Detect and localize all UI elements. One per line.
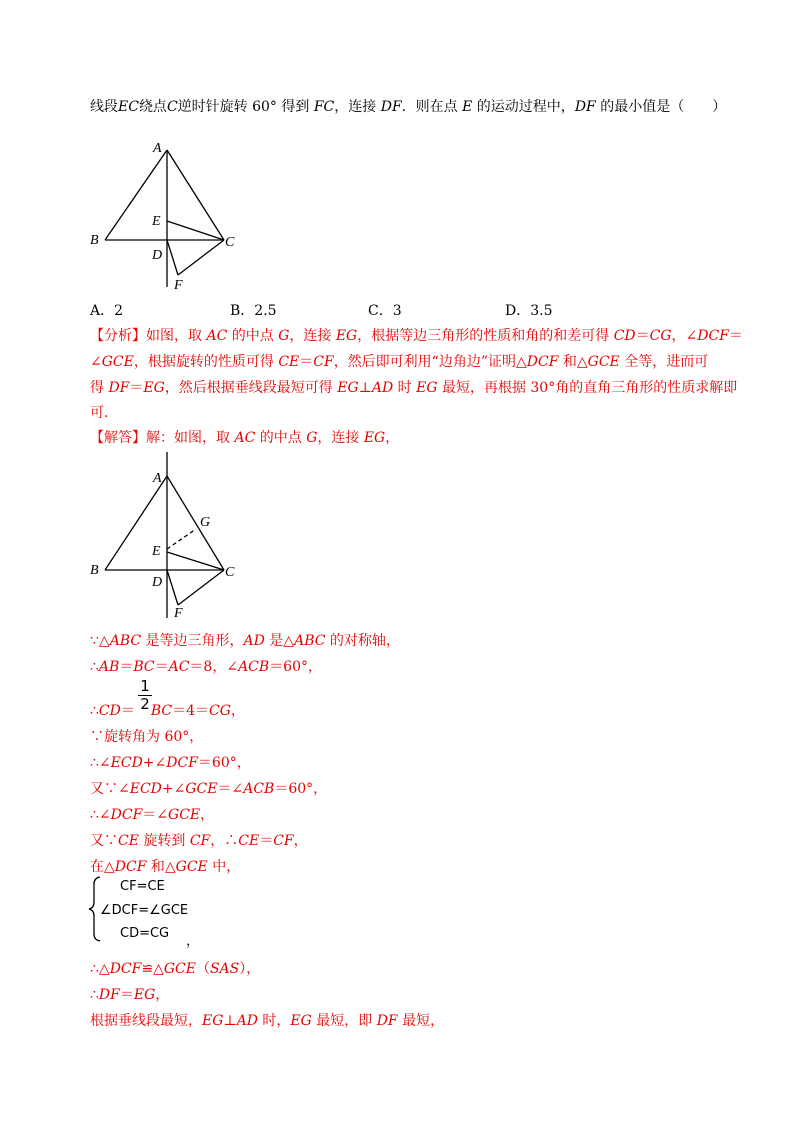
text-segment: ∴∠ [90,807,111,823]
math-variable: DCF [526,354,559,370]
math-variable: ACB [238,659,270,675]
solution-intro [90,427,399,447]
text-segment: 逆时针旋转 60° 得到 [177,99,314,115]
figure-1 [85,135,285,295]
math-variable: EG [335,328,358,344]
text-segment: 和△ [558,354,588,370]
math-variable: CF [313,354,334,370]
text-segment: 解：如图，取 [146,430,235,446]
text-segment: 最短，即 [311,1013,377,1029]
text-segment: ＝∠ [142,807,169,823]
math-variable: DCF [166,755,198,771]
math-variable: DCF [110,807,143,823]
analysis-line-2 [90,351,708,371]
math-variable: AC [168,659,190,675]
label-f: F [174,606,183,620]
math-variable: DCF [109,961,142,977]
math-variable: CE [118,833,139,849]
solution-step-6 [90,804,214,824]
text-segment: ＝ [259,833,274,849]
solution-step-7 [90,830,308,850]
text-segment: 根据垂线段最短， [90,1013,202,1029]
text-segment: 是△ [264,633,295,649]
math-variable: EG [143,380,165,396]
math-variable: E [462,99,473,115]
analysis-line-4 [90,402,118,422]
text-segment: 又∵∠ [90,781,130,797]
label-a: A [153,471,162,486]
math-variable: DF [376,1013,398,1029]
label-a: A [153,141,162,156]
system-eq-2: ∠DCF=∠GCE [100,903,189,918]
math-variable: CD [98,703,121,719]
math-variable: CG [649,328,672,344]
text-segment: 的中点 [255,430,307,446]
math-variable: EC [118,99,139,115]
solution-step-9 [90,958,260,978]
text-segment: ，然后根据垂线段最短可得 [164,380,338,396]
math-variable: CG [209,703,231,719]
text-segment: ∵旋转角为 60°， [90,729,204,745]
text-segment: ∴∠ [90,755,111,771]
text-segment: 的对称轴， [325,633,400,649]
math-variable: AD [236,1013,258,1029]
math-variable: EG [416,380,438,396]
math-variable: C [166,99,178,115]
math-variable: CE [278,354,300,370]
math-variable: BC [133,659,155,675]
system-eq-1: CF=CE [120,879,165,894]
text-segment: （ [195,961,210,977]
fraction-half [137,678,153,713]
label-g: G [200,515,211,530]
math-variable: DCF [697,328,729,344]
label-b: B [90,233,99,248]
text-segment: ∴ [90,987,99,1003]
text-segment: ＝ [154,659,169,675]
system-comma: ， [186,934,200,949]
math-variable: EG [290,1013,312,1029]
text-segment: ，∠ [671,328,698,344]
math-variable: AC [206,328,228,344]
math-variable: GCE [185,781,218,797]
math-variable: SAS [209,961,240,977]
text-segment: ＝ [299,354,314,370]
side-ac [167,476,224,570]
text-segment: 是等边三角形， [141,633,244,649]
text-segment: +∠ [142,755,167,771]
text-segment: ∴△ [90,961,110,977]
text-segment: ＝ [119,987,134,1003]
math-variable: DF [98,987,120,1003]
math-variable: CE [238,833,260,849]
text-segment: 旋转到 [138,833,190,849]
text-segment: ＝60°， [274,781,328,797]
text-segment: 时 [393,380,417,396]
text-segment: ）， [239,961,261,977]
segment-eg-dashed [167,529,196,549]
text-segment: 时， [257,1013,291,1029]
label-d: D [152,248,163,263]
math-variable: DF [108,380,130,396]
solution-step-11 [90,1010,444,1030]
text-segment: 又∵ [90,833,118,849]
figure-2 [85,450,285,620]
fraction-denominator: 2 [140,695,150,713]
label-c: C [225,565,235,580]
math-variable: ABC [109,633,142,649]
text-segment: ，根据旋转的性质可得 [133,354,279,370]
label-d: D [152,575,163,590]
solution-step-10 [90,984,169,1004]
math-variable: EG [337,380,359,396]
label-e: E [152,544,161,559]
math-variable: AC [234,430,256,446]
label-b: B [90,563,99,578]
solution-tag: 【解答】 [90,430,146,446]
label-e: E [152,214,161,229]
text-segment: ，∴ [210,833,239,849]
text-segment: ＝8，∠ [189,659,239,675]
text-segment: ＝ [129,380,144,396]
analysis-tag: 【分析】 [90,328,146,344]
fraction-numerator: 1 [140,677,150,695]
label-f: F [174,278,183,293]
math-variable: CF [189,833,211,849]
solution-step-3 [90,726,203,746]
text-segment: ＝4＝ [172,703,210,719]
text-segment: 最短， [397,1013,445,1029]
math-variable: ACB [243,781,275,797]
math-variable: ECD [110,755,143,771]
text-segment: ， [385,430,400,446]
math-variable: CD [613,328,636,344]
math-variable: GCE [163,961,196,977]
text-segment: 绕点 [138,99,167,115]
math-variable: GCE [168,807,201,823]
text-segment: ， [155,987,170,1003]
text-segment: 如图，取 [146,328,207,344]
solution-step-4 [90,752,251,772]
text-segment: 全等，进而可 [619,354,709,370]
text-segment: ＝ [119,659,134,675]
text-segment: ∴ [90,659,99,675]
choice-d[interactable]: D．3.5 [505,303,553,319]
text-segment: ，连接 [334,99,381,115]
choice-b[interactable]: B．2.5 [230,303,277,319]
label-c: C [225,235,235,250]
math-variable: BC [150,703,173,719]
math-variable: EG [202,1013,224,1029]
math-variable: ECD [129,781,162,797]
text-segment: 和△ [146,859,176,875]
text-segment: ＝60°， [269,659,323,675]
text-segment: 可． [90,405,118,421]
system-eq-3: CD=CG [120,926,170,941]
math-variable: G [306,430,318,446]
text-segment: ＝ [728,328,743,344]
text-segment: 的运动过程中， [472,99,575,115]
segment-fc [178,570,224,605]
segment-fc [178,240,224,275]
text-segment: ，连接 [317,430,364,446]
solution-step-5 [90,778,327,798]
text-segment: ＝ [120,703,135,719]
math-variable: AB [98,659,120,675]
segment-ec [167,221,224,240]
text-segment: ＝∠ [217,781,244,797]
choice-a[interactable]: A．2 [90,303,124,319]
solution-step-1 [90,630,400,650]
choice-c[interactable]: C．3 [368,303,402,319]
text-segment: ∠ [90,354,102,370]
analysis-line-3 [90,377,737,397]
text-segment: 在△ [90,859,115,875]
question-stem [90,96,726,116]
text-segment: 中， [207,859,241,875]
math-variable: DCF [114,859,147,875]
text-segment: ∵△ [90,633,110,649]
text-segment: ．则在点 [401,99,463,115]
solution-step-8 [90,856,240,876]
math-variable: G [278,328,290,344]
math-variable: GCE [175,859,208,875]
math-variable: CF [273,833,294,849]
text-segment: 最短，再根据 30°角的直角三角形的性质求解即 [437,380,738,396]
text-segment: ，根据等边三角形的性质和角的和差可得 [357,328,614,344]
text-segment: ，然后即可利用“边角边”证明△ [333,354,527,370]
segment-df [167,240,178,275]
text-segment: ⊥ [358,380,372,396]
text-segment: ， [293,833,308,849]
text-segment: 线段 [90,99,118,115]
side-ac [167,150,224,240]
solution-step-cd [90,700,245,720]
math-variable: FC [313,99,335,115]
math-variable: DF [380,99,402,115]
math-variable: GCE [101,354,134,370]
text-segment: ＝ [635,328,650,344]
text-segment: 的中点 [227,328,279,344]
text-segment: ， [230,703,245,719]
text-segment: +∠ [161,781,186,797]
text-segment: ⊥ [223,1013,237,1029]
math-variable: EG [133,987,156,1003]
math-variable: GCE [587,354,620,370]
text-segment: 得 [90,380,109,396]
text-segment: 的最小值是（ ） [595,99,727,115]
math-variable: DF [574,99,596,115]
solution-step-2 [90,656,322,676]
segment-df [167,570,178,605]
analysis-line-1 [90,325,743,345]
math-variable: AD [243,633,265,649]
math-variable: ABC [294,633,326,649]
text-segment: ∴ [90,703,99,719]
text-segment: ＝60°， [197,755,251,771]
text-segment: ≌△ [141,961,164,977]
text-segment: ，连接 [289,328,336,344]
text-segment: ， [200,807,215,823]
math-variable: EG [363,430,386,446]
math-variable: AD [371,380,394,396]
